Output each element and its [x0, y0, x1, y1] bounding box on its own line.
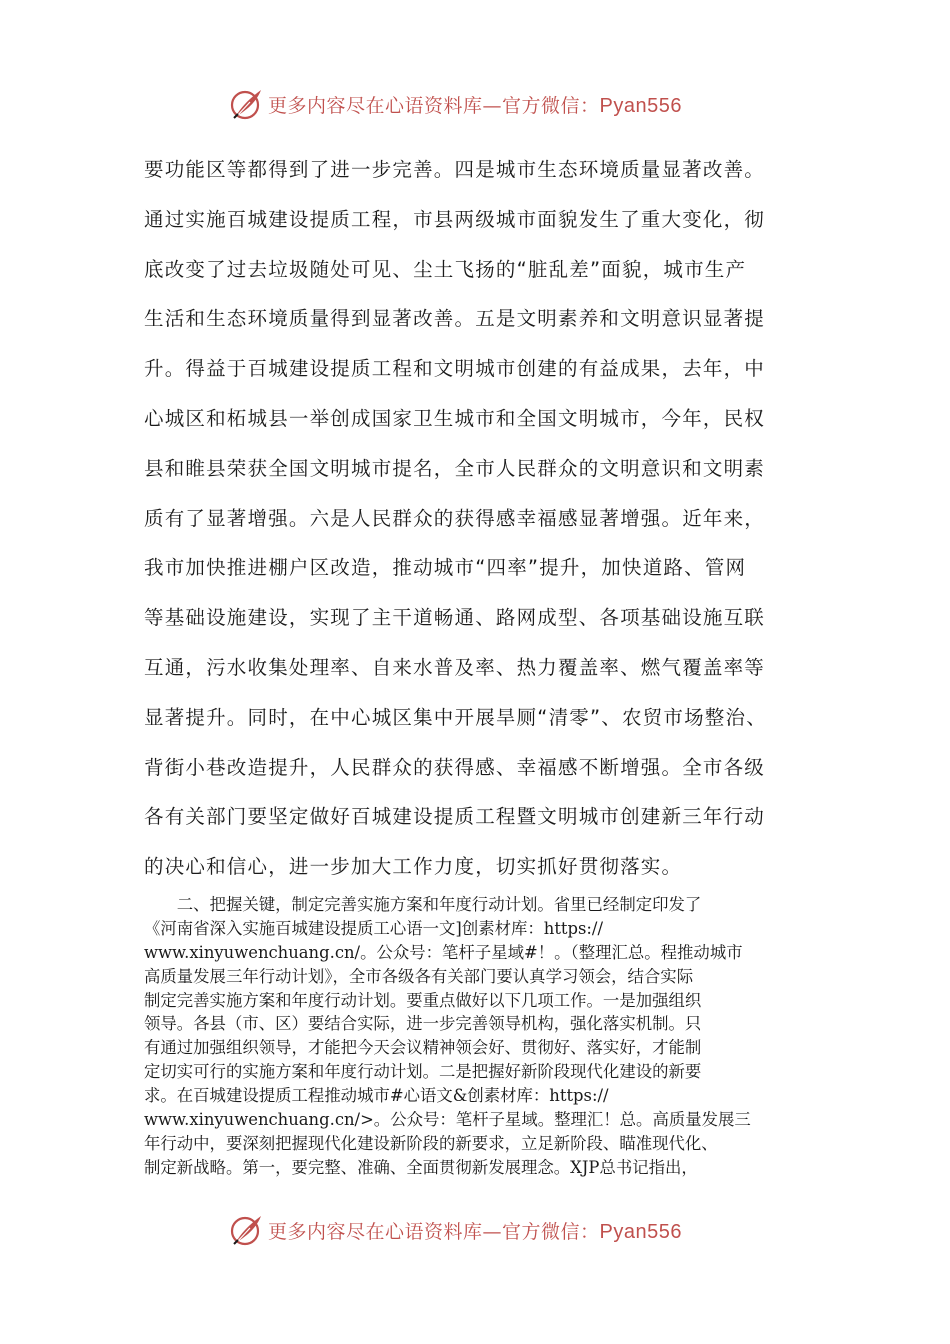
- watermark-text-cn: 更多内容尽在心语资料库—官方微信：: [268, 1220, 600, 1243]
- footer-watermark: [228, 1210, 748, 1250]
- body-line: 背街小巷改造提升，人民群众的获得感、幸福感不断增强。全市各级: [144, 755, 766, 779]
- watermark-wechat-id: Pyan556: [599, 1220, 682, 1243]
- body-line: 底改变了过去垃圾随处可见、尘土飞扬的“脏乱差”面貌，城市生产: [144, 257, 747, 281]
- section-two-paragraph: [144, 893, 814, 1180]
- body-line: 显著提升。同时，在中心城区集中开展旱厕“清零”、农贸市场整治、: [144, 705, 767, 729]
- section-line: 有通过加强组织领导，才能把今天会议精神领会好、贯彻好、落实好，才能制: [144, 1038, 702, 1058]
- body-line: 通过实施百城建设提质工程，市县两级城市面貌发生了重大变化，彻: [144, 207, 766, 231]
- body-line: 互通，污水收集处理率、自来水普及率、热力覆盖率、燃气覆盖率等: [144, 655, 766, 679]
- body-line: 升。得益于百城建设提质工程和文明城市创建的有益成果，去年，中: [144, 357, 766, 381]
- watermark-text-cn: 更多内容尽在心语资料库—官方微信：: [268, 94, 600, 117]
- body-line: 生活和生态环境质量得到显著改善。五是文明素养和文明意识显著提: [144, 307, 766, 331]
- section-line: www.xinyuwenchuang.cn/。公众号：笔杆子星域#！。（整理汇总。程推动城市: [144, 942, 743, 962]
- body-line: 我市加快推进棚户区改造，推动城市“四率”提升，加快道路、管网: [144, 556, 747, 580]
- watermark-text: [268, 1217, 682, 1244]
- body-line: 等基础设施建设，实现了主干道畅通、路网成型、各项基础设施互联: [144, 606, 766, 630]
- quill-pen-logo-icon: [228, 86, 264, 122]
- body-line: 心城区和柘城县一举创成国家卫生城市和全国文明城市，今年，民权: [144, 406, 766, 430]
- section-line: 制定完善实施方案和年度行动计划。要重点做好以下几项工作。一是加强组织: [144, 990, 702, 1010]
- watermark-wechat-id: Pyan556: [599, 94, 682, 117]
- section-line: 制定新战略。第一，要完整、准确、全面贯彻新发展理念。XJP总书记指出，: [144, 1157, 698, 1177]
- section-line: 高质量发展三年行动计划》，全市各级各有关部门要认真学习领会，结合实际: [144, 966, 694, 986]
- section-line: 领导。各县（市、区）要结合实际，进一步完善领导机构，强化落实机制。只: [144, 1014, 702, 1034]
- watermark-text: [268, 91, 682, 118]
- section-line: www.xinyuwenchuang.cn/>。公众号：笔杆子星域。整理汇！总。高质量发展三: [144, 1110, 751, 1130]
- body-line: 质有了显著增强。六是人民群众的获得感幸福感显著增强。近年来，: [144, 506, 766, 530]
- body-line: 要功能区等都得到了进一步完善。四是城市生态环境质量显著改善。: [144, 158, 766, 181]
- section-line: 定切实可行的实施方案和年度行动计划。二是把握好新阶段现代化建设的新要: [144, 1062, 702, 1082]
- section-line: 求。在百城建设提质工程推动城市#心语文&创素材库：https://: [144, 1086, 609, 1106]
- body-line: 各有关部门要坚定做好百城建设提质工程暨文明城市创建新三年行动: [144, 805, 766, 829]
- body-line: 县和睢县荣获全国文明城市提名，全市人民群众的文明意识和文明素: [144, 456, 766, 480]
- header-watermark: [228, 84, 748, 124]
- section-line: 二、把握关键，制定完善实施方案和年度行动计划。省里已经制定印发了: [144, 895, 702, 914]
- body-line: 的决心和信心，进一步加大工作力度，切实抓好贯彻落实。: [144, 855, 683, 879]
- quill-pen-logo-icon: [228, 1212, 264, 1248]
- section-line: 《河南省深入实施百城建设提质工心语一文]创素材库：https://: [144, 918, 603, 938]
- body-paragraph: [144, 145, 814, 892]
- section-line: 年行动中，要深刻把握现代化建设新阶段的新要求，立足新阶段、瞄准现代化、: [144, 1133, 718, 1153]
